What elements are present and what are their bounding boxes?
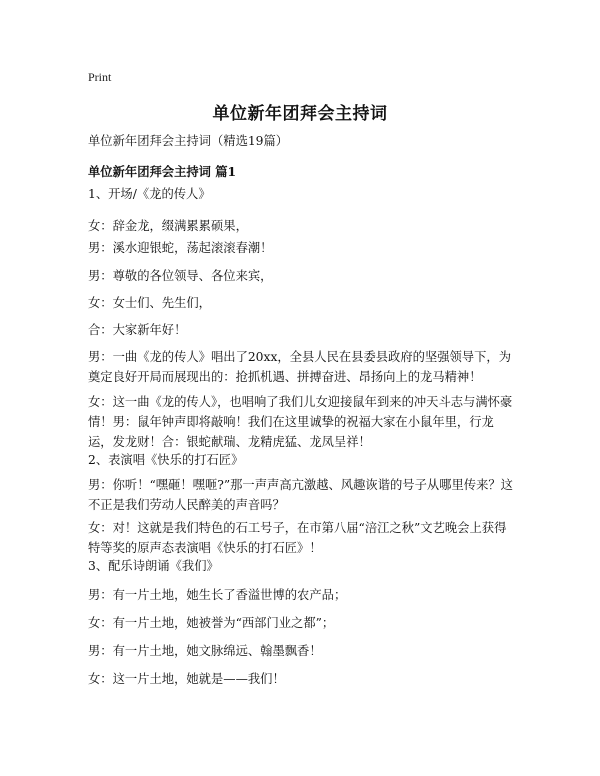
paragraph-6: 合：大家新年好！	[88, 323, 187, 337]
paragraph-10: 男：你听！“嘿砸！嘿咂?”那一声声高亢激越、风趣诙谐的号子从哪里传来？这不正是我们劳动人民醉美的声音吗？	[88, 478, 513, 512]
document-subtitle: 单位新年团拜会主持词（精选19篇）	[88, 134, 289, 148]
paragraph-12: 3、配乐诗朗诵《我们》	[88, 559, 219, 573]
paragraph-7: 男：一曲《龙的传人》唱出了20xx，全县人民在县委县政府的坚强领导下，为奠定良好开局而展现出的：抢抓机遇、拼搏奋进、昂扬向上的龙马精神！	[88, 350, 512, 384]
paragraph-14: 女：有一片土地，她被誉为“西部门业之都”；	[88, 616, 335, 630]
paragraph-5: 女：女士们、先生们，	[88, 296, 211, 310]
paragraph-8: 女：这一曲《龙的传人》，也唱响了我们儿女迎接鼠年到来的冲天斗志与满怀豪情！男：鼠年钟声即将敲响！我们在这里诚挚的祝福大家在小鼠年里，行龙运，发龙财！合：银蛇献瑞、龙精虎猛、龙凤呈祥！	[88, 395, 513, 449]
paragraph-9: 2、表演唱《快乐的打石匠》	[88, 453, 244, 467]
paragraph-15: 男：有一片土地，她文脉绵远、翰墨飘香！	[88, 644, 322, 658]
paragraph-1: 1、开场/《龙的传人》	[88, 187, 211, 201]
page-title: 单位新年团拜会主持词	[212, 104, 388, 124]
section-heading: 单位新年团拜会主持词 篇1	[88, 164, 237, 179]
paragraph-2: 女：辞金龙，缀满累累硕果，	[88, 219, 248, 233]
paragraph-13: 男：有一片土地，她生长了香溢世博的农产品；	[88, 588, 347, 602]
paragraph-3: 男：溪水迎银蛇，荡起滚滚春潮！	[88, 241, 273, 255]
print-label: Print	[88, 70, 112, 84]
paragraph-4: 男：尊敬的各位领导、各位来宾，	[88, 269, 273, 283]
paragraph-11: 女：对！这就是我们特色的石工号子，在市第八届“涪江之秋”文艺晚会上获得特等奖的原声态表演唱《快乐的打石匠》！	[88, 521, 507, 555]
paragraph-16: 女：这一片土地，她就是——我们！	[88, 672, 285, 686]
